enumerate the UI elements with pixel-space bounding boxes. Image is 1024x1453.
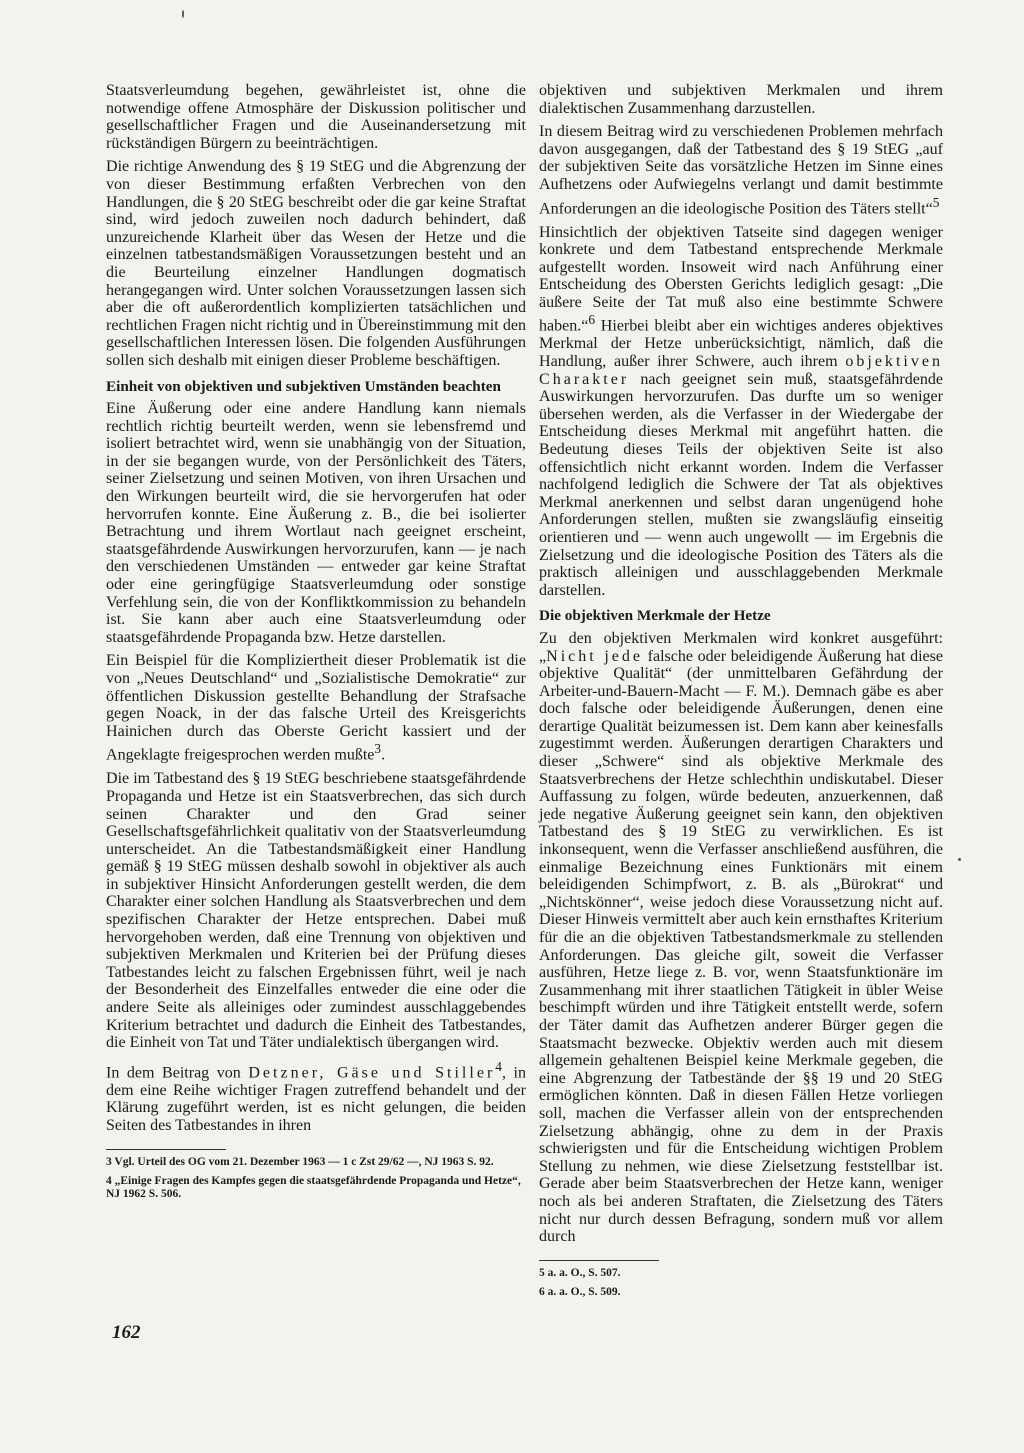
paragraph-text: Zu den objektiven Merkmalen wird konkret ausgeführt: „ [539,629,943,665]
paragraph-text: In dem Beitrag von [106,1064,249,1082]
spaced-emphasis: Nicht jede [546,647,644,665]
spaced-emphasis: objektiven Charakter [539,353,943,388]
paragraph-text: falsche oder beleidigende Äußerung hat diese objektive Qualität“ (der unmittelbaren Gefährdung der Arbeiter-und-Bauern-Macht — F. M.). Demnach gäbe es aber doch falsche oder beleidigende Äußerungen, denen eine derartige Qualität beizumessen ist. Dem kann aber keinesfalls zugestimmt werden. Äußerungen derartigen Charakters und dieser „Schwere“ sind als objektive Merkmale des Staatsverbrechens der Hetze schlechthin undiskutabel. Dieser Auffassung zu folgen, würde bedeuten, anzuerkennen, daß jede negative Äußerung geeignet sein kann, den objektiven Tatbestand des § 19 StEG zu verwirklichen. Es ist inkonsequent, wenn die Verfasser anschließend ausführen, die einmalige Bezeichnung eines Funktionärs mit einem beleidigenden Schimpfwort, z. B. als „Bürokrat“ und „Nichtskönner“, weise jedoch diese Voraussetzung nicht auf. Dieser Hinweis vermittelt aber auch kein ernsthaftes Kriterium für die an die objektiven Tatbestandsmerkmale zu stellenden Anforderungen. Das gleiche gilt, soweit die Verfasser ausführen, Hetze liege z. B. vor, wenn Staatsfunktionäre im Zusammenhang mit ihrer staatlichen Tätigkeit in übler Weise beschimpft würden und ihre Tätigkeit entstellt werde, sofern der Täter damit das Aufhetzen anderer Bürger gegen die Staatsmacht bezwecke. Objektiv werden auch mit diesem allgemein gehaltenen Beispiel keine Merkmale gegeben, die eine Abgrenzung der Tatbestände der §§ 19 und 20 StEG ermöglichen könnten. Daß in diesen Fällen Hetze vorliegen soll, machen die Verfasser allein von der entsprechenden Zielsetzung abhängig, ohne zu dem in der Praxis schwierigsten und für die Entscheidung wichtigen Problem Stellung zu nehmen, wie diese Zielsetzung feststellbar ist. Gerade aber beim Staatsverbrechen der Hetze kann, weniger noch als bei anderen Straftaten, die Zielsetzung des Täters nicht nur durch dessen Befragung, sondern muß vor allem durch [539,647,944,1246]
footnote-ref: 4 [495,1058,502,1074]
footnote-divider [106,1149,226,1150]
footnote: 5 a. a. O., S. 507. [539,1266,621,1279]
scan-speck [958,858,961,861]
paragraph-text: nach geeignet sein muß, staatsgefährdende Auswirkungen hervorzurufen. Das durfte um so weniger übersehen werden, als die Verfasser in der Wiedergabe der Entscheidung dieses Merkmal mit angeführt hatten. die Bedeutung dieses Teils der objektiven Seite ist also offensichtlich nicht erkannt worden. Indem die Verfasser nachfolgend lediglich die Schwere der Tat als objektives Merkmal anerkennen und selbst daran ungenügend hohe Anforderungen stellen, mußten sie zwangsläufig einseitig orientieren und — wenn auch ungewollt — im Ergebnis die Zielsetzung und die ideologische Position des Täters als die praktisch alleinigen und ausschlaggebenden Merkmale darstellen. [539,370,943,599]
footnote: 4 „Einige Fragen des Kampfes gegen die staatsgefährdende Propaganda und Hetze“, NJ 1962 S. 506. [106,1174,521,1200]
footnote-ref: 6 [588,312,596,328]
footnote-divider [539,1260,659,1261]
author-names: Detzner, Gäse und Stiller [248,1064,496,1082]
footnote: 3 Vgl. Urteil des OG vom 21. Dezember 1963 — 1 c Zst 29/62 —, NJ 1963 S. 92. [106,1155,494,1168]
paragraph: Eine Äußerung oder eine andere Handlung kann niemals rechtlich richtig beurteilt werden, wenn sie lebensfremd und isoliert betrachtet wird, wenn sie unabhängig von der Situation, in der sie begangen wurde, von der Persönlichkeit des Täters, seiner Zielsetzung und seinen Motiven, von ihren Ursachen und den Wirkungen beurteilt wird, die sie hervorgerufen hat oder hervorrufen konnte. Eine Äußerung z. B., die bei isolierter Betrachtung und ihrem Wortlaut nach geeignet erscheint, staatsgefährdende Auswirkungen hervorzurufen, kann — je nach den verschiedenen Umständen — entweder gar keine Straftat oder eine geringfügige Staatsverleumdung oder sonstige Verfehlung sein, die von der Konfliktkommission zu behandeln ist. Sie kann aber auch eine Staatsverleumdung oder staatsgefährdende Propaganda bzw. Hetze darstellen. [106,400,526,646]
paragraph: Ein Beispiel für die Kompliziertheit dieser Problematik ist die von „Neues Deutschland“ und „Sozialistische Demokratie“ zur öffentlichen Diskussion gestellte Behandlung der Strafsache gegen Noack, in der das falsche Urteil des Kreisgerichts Hainichen durch das Oberste Gericht kassiert und der Angeklagte freigesprochen werden mußte$^3$. [106,652,526,764]
paragraph: Die im Tatbestand des § 19 StEG beschriebene staatsgefährdende Propaganda und Hetze ist ein Staatsverbrechen, das sich durch seinen Charakter und den Grad seiner Gesellschaftsgefährlichkeit qualitativ von der Staatsverleumdung unterscheidet. An die Tatbestandsmäßigkeit einer Handlung gemäß § 19 StEG müssen deshalb sowohl in objektiver als auch in subjektiver Hinsicht Anforderungen gestellt werden, die dem Charakter einer solchen Handlung als Staatsverbrechen und dem spezifischen Charakter der Hetze entsprechen. Dabei muß hervorgehoben werden, daß eine Trennung von objektiven und subjektiven Merkmalen und Kriterien bei der Prüfung dieses Tatbestandes leicht zu falschen Ergebnissen führt, weil je nach der Besonderheit des Einzelfalles entweder die eine oder die andere Seite als alleiniges oder zumindest ausschlaggebendes Kriterium betrachtet und dadurch die Einheit des Tatbestandes, die Einheit von Tat und Täter undialektisch übergangen wird. [106,770,526,1052]
left-column [106,82,526,1207]
paragraph-text: Ein Beispiel für die Kompliziertheit dieser Problematik ist die von „Neues Deutschland“ und „Sozialistische Demokratie“ zur öffentlichen Diskussion gestellte Behandlung der Strafsache gegen Noack, in der das falsche Urteil des Kreisgerichts Hainichen durch das Oberste Gericht kassiert und der Angeklagte freigesprochen werden mußte [106,652,526,764]
paragraph-text: Hinsichtlich der objektiven Tatseite sind dagegen weniger konkrete und dem Tatbestand entsprechende Merkmale aufgestellt worden. Insoweit wird nach Anführung einer Entscheidung des Obersten Gerichts lediglich gesagt: „Die äußere Seite der Tat muß also eine bestimmte Schwere haben.“ [539,223,943,335]
paragraph-text: , in dem eine Reihe wichtiger Fragen zutreffend behandelt und der Klärung zugeführt werden, ist es nicht gelungen, die beiden Seiten des Tatbestandes in ihren [106,1064,526,1134]
paragraph: Die richtige Anwendung des § 19 StEG und die Abgrenzung der von dieser Bestimmung erfaßten Verbrechen von den Handlungen, die § 20 StEG beschreibt oder die gar keine Straftat sind, wird jedoch zuweilen noch dadurch behindert, daß unzureichende Klarheit über das Wesen der Hetze und die einzelnen tatbestandsmäßigen Voraussetzungen besteht und an die Beurteilung einzelner Handlungen dogmatisch herangegangen wird. Unter solchen Voraussetzungen lassen sich aber die oft außerordentlich komplizierten tatsächlichen und rechtlichen Fragen nicht richtig und in Übereinstimmung mit den gesellschaftlichen Interessen lösen. Die folgenden Ausführungen sollen sich deshalb mit einigen dieser Probleme beschäftigen. [106,158,526,369]
paragraph [539,123,943,217]
footnote-ref: 5 [932,194,940,210]
paragraph [106,1058,526,1135]
section-heading: Die objektiven Merkmale der Hetze [539,607,771,625]
paragraph-text: In diesem Beitrag wird zu verschiedenen Problemen mehrfach davon ausgegangen, daß der Tatbestand des § 19 StEG „auf der subjektiven Seite das vorsätzliche Hetzen im Sinne eines Aufhetzens oder Aufwiegelns verlangt und damit bestimmte Anforderungen an die ideologische Position des Täters stellt“ [539,123,943,217]
paragraph-text: Hierbei bleibt aber ein wichtiges anderes objektives Merkmal der Hetze unberücksichtigt, nämlich, daß die Handlung, außer ihrer Schwere, auch ihrem [539,317,943,370]
paragraph: objektiven und subjektiven Merkmalen und ihrem dialektischen Zusammenhang darzustellen. [539,82,943,117]
footnote-ref: 3 [374,741,382,757]
footnote: 6 a. a. O., S. 509. [539,1285,621,1298]
right-column [539,82,943,1305]
page-number: 162 [112,1322,141,1343]
paragraph: Staatsverleumdung begehen, gewährleistet ist, ohne die notwendige offene Atmosphäre der Diskussion politischer und gesellschaftlicher Fragen und die Auseinandersetzung mit rückständigen Bürgern zu beeinträchtigen. [106,82,526,152]
paragraph [539,630,943,1246]
scan-speck [182,10,184,18]
section-heading: Einheit von objektiven und subjektiven Umständen beachten [106,377,501,395]
paragraph [539,224,943,600]
